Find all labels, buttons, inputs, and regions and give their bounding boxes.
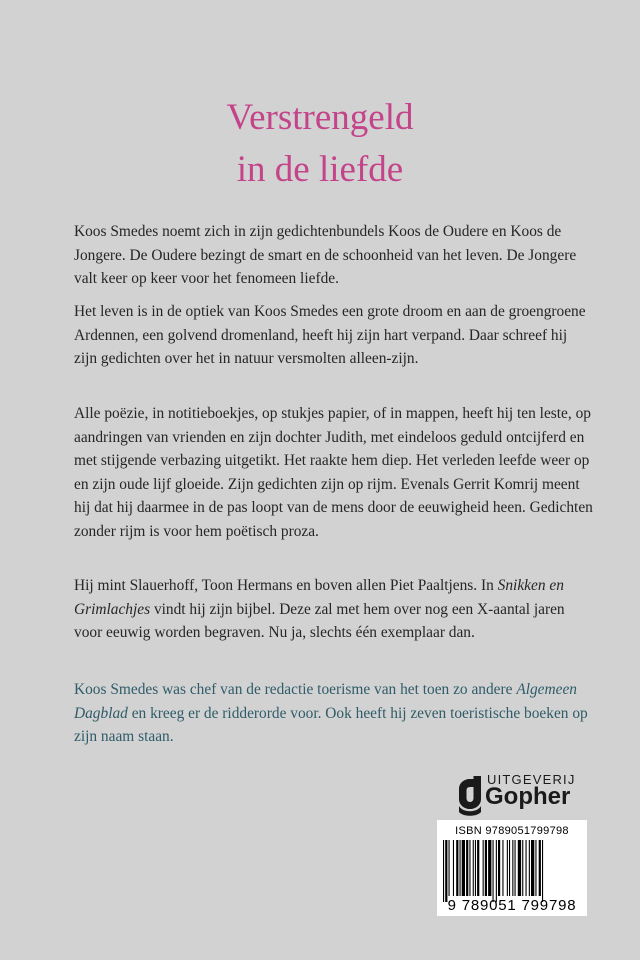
- blurb-paragraph-2: Het leven is in de optiek van Koos Smedes een grote droom en aan de groengroene Ardennen, een golvend dromenland, heeft hij zijn hart verpand. Daar schreef hij zijn gedichten over het in natuur versmolten alleen-zijn.: [74, 303, 586, 367]
- book-reference-snikken: Snikken en Grimlachjes: [74, 577, 564, 618]
- barcode-digits: 9 789051 799798: [447, 897, 577, 914]
- barcode-bar: [449, 840, 450, 896]
- blurb-paragraph-1: Koos Smedes noemt zich in zijn gedichtenbundels Koos de Oudere en Koos de Jongere. De Oudere bezingt de smart en de schoonheid van het leven. De Jongere valt keer op keer voor het fenomeen liefde.: [74, 223, 577, 287]
- author-bio-text-a: Koos Smedes was chef van de redactie toerisme van het toen zo andere: [74, 681, 517, 698]
- isbn-barcode: [437, 820, 587, 916]
- author-bio-text-b: en kreeg er de ridderorde voor. Ook heeft hij zeven toeristische boeken op zijn naam staan.: [74, 704, 588, 745]
- barcode-bar: [460, 840, 461, 896]
- barcode-bar: [535, 840, 536, 896]
- barcode-bar: [466, 840, 468, 896]
- barcode-bar: [456, 840, 458, 896]
- author-bio-paragraph: [74, 678, 594, 749]
- barcode-bar: [518, 840, 521, 896]
- book-title-line-1: Verstrengeld: [226, 97, 414, 138]
- barcode-bar: [522, 840, 523, 896]
- barcode-bar: [485, 840, 487, 896]
- barcode-bar: [473, 840, 474, 896]
- barcode-bar: [531, 840, 534, 896]
- publisher-name: Gopher: [485, 783, 571, 810]
- barcode-bar: [443, 840, 444, 902]
- gopher-g-logo-icon: [455, 772, 485, 818]
- barcode-bar: [483, 840, 484, 896]
- barcode-bar: [509, 840, 510, 896]
- publisher-label: UITGEVERIJ: [487, 772, 576, 787]
- blurb-paragraph-4: [74, 574, 594, 645]
- barcode-bars: [441, 840, 583, 902]
- barcode-bar: [496, 840, 497, 902]
- barcode-bar: [475, 840, 476, 896]
- book-title: [0, 92, 640, 196]
- blurb-paragraph-3: Alle poëzie, in notitieboekjes, op stukjes papier, of in mappen, heeft hij ten leste, op aandringen van vrienden en zijn dochter Judith, met eindeloos geduld ontcijferd en met stijgende verbazing uitgetikt. Het raakte hem diep. Het verleden leefde weer op en zijn oude lijf gloeide. Zijn gedichten zijn op rijm. Evenals Gerrit Komrij meent hij dat hij daarmee in de pas loopt van de mens door de eeuwigheid heen. Gedichten zonder rijm is voor hem poëtisch proza.: [74, 405, 593, 540]
- barcode-bar: [445, 840, 447, 902]
- book-title-line-2: in de liefde: [236, 149, 404, 190]
- barcode-bar: [477, 840, 479, 896]
- barcode-bar: [453, 840, 454, 896]
- barcode-bar: [462, 840, 465, 896]
- barcode-bar: [515, 840, 516, 896]
- blurb-paragraph-4-text-a: Hij mint Slauerhoff, Toon Hermans en boven allen Piet Paaltjens. In: [74, 577, 498, 594]
- newspaper-reference: Algemeen Dagblad: [74, 681, 577, 722]
- publisher-logo: [455, 772, 595, 818]
- barcode-bar: [529, 840, 530, 896]
- barcode-bar: [542, 840, 543, 902]
- blurb-paragraph-4-text-b: vindt hij zijn bijbel. Deze zal met hem over nog een X-aantal jaren voor eeuwig worden begraven. Nu ja, slechts één exemplaar dan.: [74, 600, 565, 641]
- barcode-bar: [502, 840, 503, 896]
- barcode-bar: [539, 840, 541, 896]
- barcode-bar: [488, 840, 491, 896]
- barcode-bar: [507, 840, 508, 896]
- barcode-bar: [498, 840, 500, 896]
- barcode-bar: [512, 840, 513, 896]
- barcode-bar: [526, 840, 527, 896]
- barcode-bar: [469, 840, 470, 896]
- isbn-number: ISBN 9789051799798: [455, 825, 569, 837]
- barcode-bar: [493, 840, 494, 902]
